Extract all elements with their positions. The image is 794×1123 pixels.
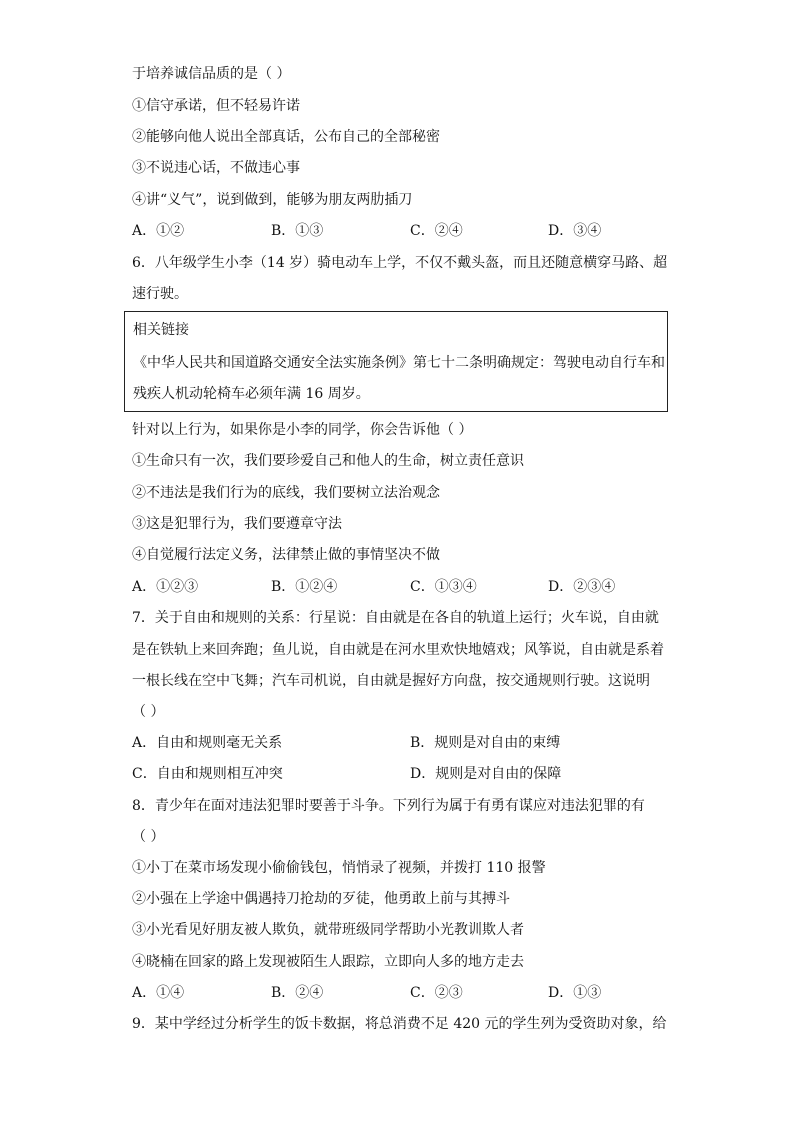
q8-option-a[interactable]: A．①④	[132, 985, 185, 1001]
q9-stem-line-1: 9．某中学经过分析学生的饭卡数据，将总消费不足 420 元的学生列为受资助对象，给	[132, 1016, 667, 1032]
q7-stem-line-3: 一根长线在空中飞舞；汽车司机说，自由就是握好方向盘，按交通规则行驶。这说明	[132, 673, 650, 689]
q5-item-3: ③不说违心话，不做违心事	[132, 160, 300, 176]
q7-stem-line-2: 是在铁轨上来回奔跑；鱼儿说，自由就是在河水里欢快地嬉戏；风筝说，自由就是系着	[132, 642, 664, 658]
q6-options	[132, 577, 672, 597]
q5-item-2: ②能够向他人说出全部真话，公布自己的全部秘密	[132, 129, 440, 145]
q6-option-c[interactable]: C．①③④	[410, 579, 477, 595]
q6-option-a[interactable]: A．①②③	[132, 579, 199, 595]
q6-related-link-box	[124, 311, 668, 412]
q6-item-4: ④自觉履行法定义务，法律禁止做的事情坚决不做	[132, 547, 440, 563]
q8-stem-line-2: （ ）	[132, 829, 165, 845]
q7-options-row-2	[132, 764, 672, 784]
q7-option-b[interactable]: B．规则是对自由的束缚	[410, 735, 561, 751]
q6-question: 针对以上行为，如果你是小李的同学，你会告诉他（ ）	[132, 422, 473, 438]
q8-item-2: ②小强在上学途中偶遇持刀抢劫的歹徒，他勇敢上前与其搏斗	[132, 891, 510, 907]
q6-stem-line-2: 速行驶。	[132, 286, 188, 302]
q7-option-a[interactable]: A．自由和规则毫无关系	[132, 735, 283, 751]
q5-item-4: ④讲“义气”，说到做到，能够为朋友两肋插刀	[132, 192, 413, 208]
q6-item-1: ①生命只有一次，我们要珍爱自己和他人的生命，树立责任意识	[132, 453, 524, 469]
q5-stem-tail: 于培养诚信品质的是（ ）	[132, 66, 291, 82]
q8-option-d[interactable]: D．①③	[548, 985, 602, 1001]
q8-options	[132, 983, 672, 1003]
q8-option-c[interactable]: C．②③	[410, 985, 463, 1001]
q6-option-d[interactable]: D．②③④	[548, 579, 616, 595]
q5-option-b[interactable]: B．①③	[271, 223, 324, 239]
q7-stem-line-4: （ ）	[132, 704, 165, 720]
q7-stem-line-1: 7．关于自由和规则的关系：行星说：自由就是在各自的轨道上运行；火车说，自由就	[132, 610, 659, 626]
q7-option-c[interactable]: C．自由和规则相互冲突	[132, 766, 283, 782]
q7-options-row-1	[132, 733, 672, 753]
q8-option-b[interactable]: B．②④	[271, 985, 324, 1001]
q5-option-a[interactable]: A．①②	[132, 223, 185, 239]
q7-option-d[interactable]: D．规则是对自由的保障	[410, 766, 562, 782]
q6-link-line-1: 《中华人民共和国道路交通安全法实施条例》第七十二条明确规定：驾驶电动自行车和	[133, 355, 665, 371]
q8-item-3: ③小光看见好朋友被人欺负，就带班级同学帮助小光教训欺人者	[132, 922, 524, 938]
q8-item-4: ④晓楠在回家的路上发现被陌生人跟踪，立即向人多的地方走去	[132, 954, 524, 970]
q6-option-b[interactable]: B．①②④	[271, 579, 338, 595]
q8-item-1: ①小丁在菜市场发现小偷偷钱包，悄悄录了视频，并拨打 110 报警	[132, 860, 546, 876]
q8-stem-line-1: 8．青少年在面对违法犯罪时要善于斗争。下列行为属于有勇有谋应对违法犯罪的有	[132, 798, 645, 814]
q6-item-3: ③这是犯罪行为，我们要遵章守法	[132, 516, 342, 532]
q5-option-d[interactable]: D．③④	[548, 223, 602, 239]
q5-item-1: ①信守承诺，但不轻易许诺	[132, 98, 300, 114]
q6-link-line-2: 残疾人机动轮椅车必须年满 16 周岁。	[133, 386, 370, 402]
q6-item-2: ②不违法是我们行为的底线，我们要树立法治观念	[132, 485, 440, 501]
q6-link-title: 相关链接	[133, 322, 189, 338]
q6-stem-line-1: 6．八年级学生小李（14 岁）骑电动车上学，不仅不戴头盔，而且还随意横穿马路、超	[132, 255, 668, 271]
q5-option-c[interactable]: C．②④	[410, 223, 463, 239]
q5-options	[132, 221, 672, 241]
